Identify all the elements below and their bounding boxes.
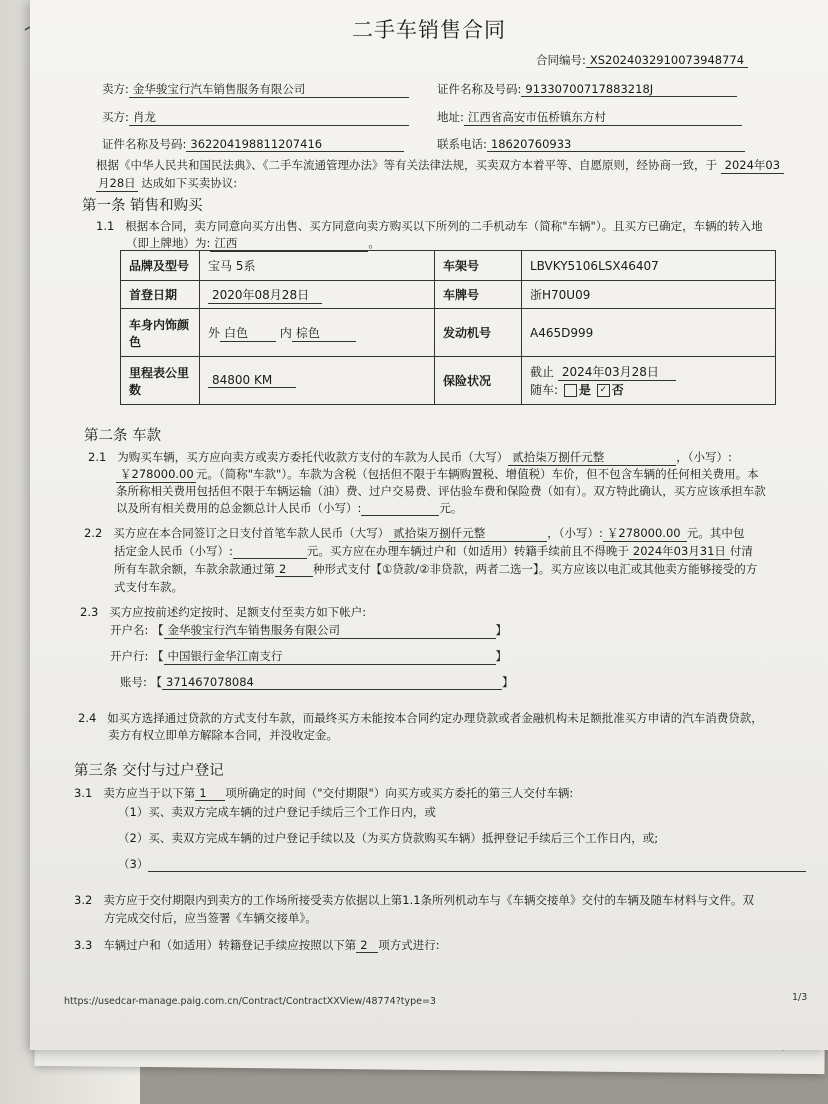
article-2-title: 第二条 车款	[84, 428, 162, 444]
clause-3-1-item-3: （3）	[118, 856, 806, 872]
vehicle-info-table	[120, 250, 776, 405]
intro-line-1: 根据《中华人民共和国民法典》、《二手车流通管理办法》等有关法律法规，买卖双方本着平等、自愿原则，经协商一致，于 2024年03	[96, 157, 784, 174]
reg-date-label: 首登日期	[121, 281, 200, 309]
clause-3-2-l2: 方完成交付后，应当签署《车辆交接单》。	[104, 911, 317, 925]
color-label: 车身内饰颜色	[121, 309, 200, 357]
reg-date-value: 2020年08月28日	[208, 286, 322, 304]
brand-label: 品牌及型号	[121, 251, 200, 281]
vin-value: LBVKY5106LSX46407	[522, 251, 776, 281]
insurance-label: 保险状况	[435, 357, 522, 405]
engine-value: A465D999	[522, 309, 776, 357]
bank-row: 开户行: 【 中国银行金华江南支行 】	[110, 649, 508, 663]
clause-2-1-l4: 以及所有相关费用的总金额总计人民币（小写）: 元。	[116, 501, 463, 515]
clause-3-1: 3.1 卖方应当于以下第 1 项所确定的时间（"交付期限"）向买方或买方委托的第三人交付车辆:	[74, 786, 574, 800]
footer-page-number: 1/3	[792, 992, 808, 1003]
clause-2-1-l2: ￥278000.00 元。（简称"车款"）。车款为含税（包括但不限于车辆购置税、增值税）车价，但不包含车辆的任何相关费用。本	[116, 466, 759, 483]
mileage-value: 84800 KM	[208, 373, 296, 388]
mileage-label: 里程表公里数	[121, 357, 200, 405]
article-3-title: 第三条 交付与过户登记	[74, 763, 224, 779]
yes-checkbox	[564, 384, 577, 397]
clause-2-1: 2.1 为购买车辆，买方应向卖方或卖方委托代收款方支付的车款为人民币（大写） 贰拾柒万捌仟元整 ，（小写）:	[88, 450, 732, 464]
clause-3-1-item-2: （2）买、卖双方完成车辆的过户登记手续以及（为买方贷款购买车辆）抵押登记手续后三个工作日内，或;	[118, 831, 659, 845]
engine-label: 发动机号	[435, 309, 522, 357]
clause-2-2: 2.2 买方应在本合同签订之日支付首笔车款人民币（大写） 贰拾柒万捌仟元整 ，（小写）: ￥278000.00 元。其中包	[84, 526, 745, 540]
intro-line-2: 月28日 达成如下买卖协议:	[98, 176, 238, 190]
clause-1-1-cont: （即上牌地）为: 江西 。	[126, 236, 380, 250]
plate-label: 车牌号	[435, 281, 522, 309]
buyer-row: 买方: 肖龙	[102, 109, 409, 126]
vin-label: 车架号	[435, 251, 522, 281]
clause-3-2: 3.2 卖方应于交付期限内到卖方的工作场所接受卖方依据以上第1.1条所列机动车与《车辆交接单》交付的车辆及随车材料与文件。双	[74, 893, 755, 907]
account-name-row: 开户名: 【 金华骏宝行汽车销售服务有限公司 】	[110, 623, 508, 637]
clause-2-2-l2: 括定金人民币（小写）: 元。买方应在办理车辆过户和（如适用）转籍手续前且不得晚于 2024年03月31日 付清	[114, 544, 753, 558]
clause-2-2-l4: 式支付车款。	[114, 580, 183, 594]
contract-number: 合同编号: XS2024032910073948774	[536, 52, 748, 68]
clause-2-2-l3: 所有车款余额，车款余款通过第 2 种形式支付【①贷款/②非贷款，两者二选一】。买方应该以电汇或其他卖方能够接受的方	[114, 562, 758, 576]
footer-url: https://usedcar-manage.paig.com.cn/Contract/ContractXXView/48774?type=3	[64, 996, 436, 1007]
clause-2-3: 2.3 买方应按前述约定按时、足额支付至卖方如下帐户:	[80, 605, 367, 619]
plate-value: 浙H70U09	[522, 281, 776, 309]
page-title: 二手车销售合同	[352, 18, 506, 42]
seller-id-row: 证件名称及号码: 91330700717883218J	[437, 81, 737, 97]
clause-2-4: 2.4 如买方选择通过贷款的方式支付车款，而最终买方未能按本合同约定办理贷款或者金融机构未足额批准买方申请的汽车消费贷款，	[78, 711, 763, 725]
article-1-title: 第一条 销售和购买	[82, 198, 203, 214]
contract-page	[30, 0, 828, 1050]
clause-3-3: 3.3 车辆过户和（如适用）转籍登记手续应按照以下第 2 项方式进行:	[74, 938, 440, 952]
color-value: 外 白色 内 棕色	[200, 309, 435, 357]
seller-row: 卖方: 金华骏宝行汽车销售服务有限公司	[102, 81, 409, 98]
brand-value: 宝马 5系	[200, 251, 435, 281]
insurance-value: 截止 2024年03月28日 随车: 是 ✓ 否	[522, 357, 776, 405]
address-row: 地址: 江西省高安市伍桥镇东方村	[437, 109, 742, 126]
clause-1-1: 1.1 根据本合同，卖方同意向买方出售、买方同意向卖方购买以下所列的二手机动车（简称"车辆"）。且买方已确定，车辆的转入地	[96, 219, 763, 233]
clause-3-1-item-1: （1）买、卖双方完成车辆的过户登记手续后三个工作日内，或	[118, 805, 436, 819]
phone-row: 联系电话: 18620760933	[437, 136, 745, 152]
no-checkbox: ✓	[597, 384, 610, 397]
clause-2-1-l3: 条所称相关费用包括但不限于车辆运输（油）费、过户交易费、评估验车费和保险费（如有）。双方特此确认，买方应该承担车款	[116, 484, 766, 498]
clause-2-4-l2: 卖方有权立即单方解除本合同，并没收定金。	[108, 728, 338, 742]
buyer-id-row: 证件名称及号码: 362204198811207416	[102, 136, 404, 152]
account-number-row: 账号: 【 371467078084 】	[120, 675, 514, 689]
